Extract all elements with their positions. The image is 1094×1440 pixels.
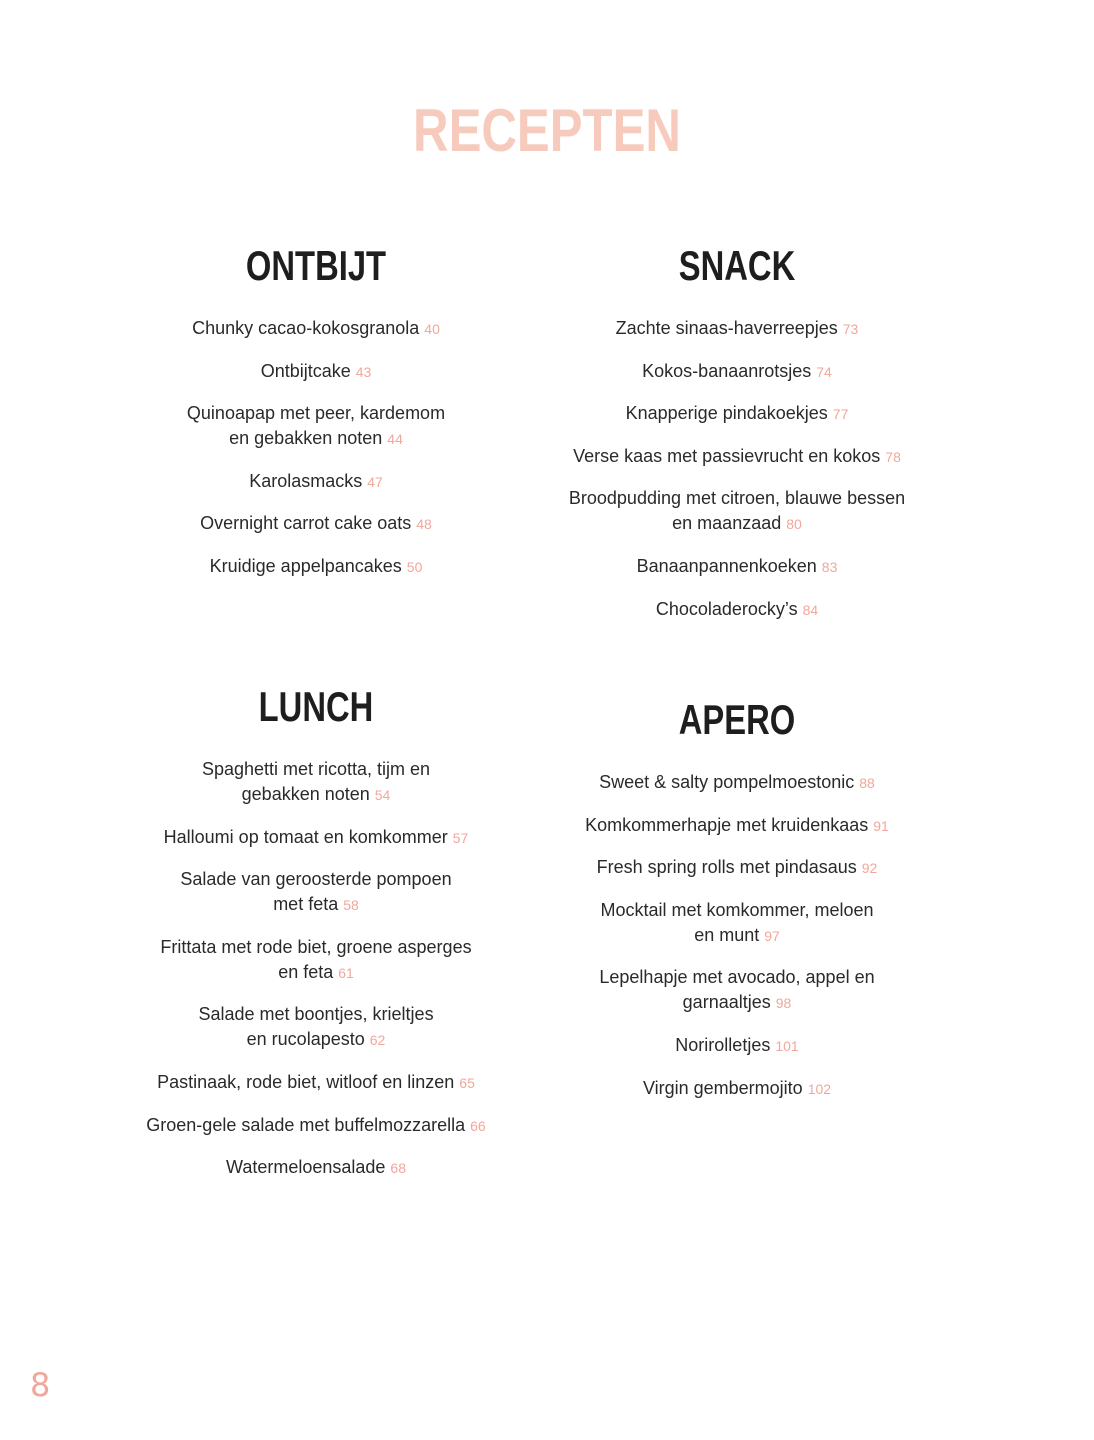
recipe-title: Karolasmacks — [249, 470, 363, 491]
recipe-page-number: 40 — [424, 321, 440, 337]
recipe-entry — [537, 898, 937, 949]
recipe-title-line — [116, 892, 516, 918]
recipe-title-line — [116, 1027, 516, 1053]
recipe-page-number: 68 — [390, 1160, 406, 1177]
recipe-entry — [537, 554, 937, 580]
recipe-title: Broodpudding met citroen, blauwe bessen — [568, 488, 906, 509]
recipe-title-line — [537, 359, 937, 385]
section-snack — [537, 238, 937, 639]
recipe-title-line — [116, 469, 516, 495]
section-ontbijt — [116, 238, 516, 597]
recipe-title: gebakken noten — [241, 784, 370, 804]
recipe-page-number: 83 — [821, 558, 838, 575]
recipe-title-line — [537, 486, 937, 511]
recipe-title-line — [537, 554, 937, 580]
recipe-title: en munt — [694, 924, 760, 945]
recipe-page-number: 91 — [873, 817, 889, 834]
recipe-title-line — [116, 935, 516, 960]
recipe-title: Lepelhapje met avocado, appel en — [599, 967, 875, 988]
recipe-title: Zachte sinaas-haverreepjes — [615, 318, 838, 338]
recipe-entry — [537, 855, 937, 881]
recipe-title-line — [537, 1033, 937, 1059]
recipe-title: Salade van geroosterde pompoen — [180, 869, 452, 890]
recipe-title: Fresh spring rolls met pindasaus — [596, 857, 857, 878]
recipe-list — [116, 757, 516, 1181]
recipe-entry — [116, 1113, 516, 1139]
recipe-title-line — [537, 813, 937, 839]
recipe-entry — [537, 813, 937, 839]
recipe-title: Knapperige pindakoekjes — [625, 403, 828, 424]
recipe-entry — [116, 1002, 516, 1053]
recipe-title: Komkommerhapje met kruidenkaas — [585, 814, 869, 835]
recipe-title-line — [116, 401, 516, 426]
recipe-title-line — [116, 1113, 516, 1139]
recipe-entry — [537, 401, 937, 427]
recipe-entry — [537, 1033, 937, 1059]
recipe-entry — [116, 316, 516, 342]
recipe-title: Norirolletjes — [675, 1034, 771, 1055]
recipe-title-line — [116, 1002, 516, 1027]
recipe-title: en maanzaad — [672, 513, 782, 534]
recipe-title-line — [116, 359, 516, 385]
recipe-page-number: 80 — [786, 516, 802, 533]
recipe-entry — [116, 511, 516, 537]
recipe-page-number: 48 — [416, 516, 432, 533]
recipe-page-number: 92 — [861, 860, 878, 877]
recipe-page-number: 102 — [807, 1080, 832, 1097]
recipe-title: Banaanpannenkoeken — [636, 555, 817, 576]
recipe-page-number: 84 — [802, 601, 819, 618]
section-heading: APERO — [678, 696, 796, 743]
recipe-entry — [116, 469, 516, 495]
recipe-title-line — [537, 316, 937, 342]
recipe-title: met feta — [273, 894, 339, 915]
section-heading: SNACK — [678, 242, 796, 289]
recipe-title-line — [537, 511, 937, 537]
section-apero — [537, 692, 937, 1118]
recipe-page-number: 98 — [775, 995, 792, 1012]
recipe-page-number: 58 — [343, 897, 359, 914]
recipe-entry — [116, 1070, 516, 1096]
page-number: 8 — [30, 1366, 51, 1404]
recipe-page-number: 74 — [816, 363, 832, 380]
recipe-page-number: 47 — [367, 473, 383, 490]
recipe-title-line — [537, 898, 937, 923]
recipe-page-number: 73 — [842, 321, 859, 337]
recipe-title-line — [537, 1076, 937, 1102]
recipe-title-line — [116, 960, 516, 986]
recipe-page-number: 50 — [406, 558, 423, 575]
recipe-title-line — [537, 855, 937, 881]
recipe-title: Halloumi op tomaat en komkommer — [163, 826, 448, 847]
recipe-title: Frittata met rode biet, groene asperges — [160, 936, 472, 957]
recipe-title: Kokos-banaanrotsjes — [642, 360, 812, 381]
recipe-title: Quinoapap met peer, kardemom — [186, 403, 446, 424]
recipe-title-line — [116, 426, 516, 452]
recipe-title-line — [537, 770, 937, 796]
recipe-entry — [537, 965, 937, 1016]
recipe-entry — [116, 935, 516, 986]
recipe-page-number: 54 — [374, 787, 391, 803]
recipe-page-number: 101 — [775, 1037, 799, 1054]
recipe-title: Virgin gembermojito — [642, 1077, 803, 1098]
recipe-title-line — [116, 1070, 516, 1096]
recipe-title-line — [116, 757, 516, 782]
recipe-title: Mocktail met komkommer, meloen — [600, 899, 874, 920]
recipe-page-number: 61 — [338, 964, 354, 981]
recipe-list — [537, 316, 937, 623]
recipe-title: garnaaltjes — [682, 992, 771, 1013]
recipe-entry — [116, 554, 516, 580]
recipe-page-number: 65 — [459, 1074, 475, 1091]
page-title: RECEPTEN — [413, 97, 681, 164]
section-heading: ONTBIJT — [245, 242, 387, 289]
recipe-title-line — [116, 825, 516, 851]
recipe-title: Sweet & salty pompelmoestonic — [599, 772, 855, 792]
recipe-title-line — [116, 554, 516, 580]
recipe-entry — [537, 444, 937, 470]
recipe-page-number: 78 — [885, 448, 901, 465]
recipe-entry — [116, 359, 516, 385]
recipe-entry — [116, 757, 516, 808]
recipe-title-line — [537, 444, 937, 470]
recipe-title: Kruidige appelpancakes — [209, 555, 402, 576]
recipe-title: Overnight carrot cake oats — [200, 513, 412, 534]
recipe-list — [116, 316, 516, 580]
recipe-entry — [116, 1155, 516, 1181]
recipe-title-line — [537, 990, 937, 1016]
recipe-entry — [537, 486, 937, 537]
recipe-title-line — [116, 867, 516, 892]
recipe-title: Spaghetti met ricotta, tijm en — [201, 759, 431, 779]
recipe-title-line — [537, 965, 937, 990]
recipe-page-number: 62 — [369, 1032, 386, 1049]
recipe-title: Groen-gele salade met buffelmozzarella — [146, 1114, 466, 1135]
recipe-title: en gebakken noten — [229, 428, 383, 449]
recipe-title-line — [537, 923, 937, 949]
recipe-title: Verse kaas met passievrucht en kokos — [573, 445, 881, 466]
recipe-page-number: 43 — [355, 363, 372, 380]
recipe-title: Chunky cacao-kokosgranola — [192, 318, 420, 338]
recipe-page-number: 88 — [859, 775, 875, 791]
recipe-title-line — [116, 782, 516, 808]
recipe-title-line — [116, 316, 516, 342]
recipe-title: Salade met boontjes, krieltjes — [198, 1004, 434, 1025]
recipe-entry — [116, 867, 516, 918]
recipe-title: Watermeloensalade — [226, 1157, 386, 1178]
recipe-list — [537, 770, 937, 1102]
recipe-title: en feta — [278, 961, 334, 982]
recipe-title: Chocoladerocky’s — [655, 598, 798, 619]
section-lunch — [116, 679, 516, 1198]
recipe-title-line — [116, 511, 516, 537]
recipe-page-number: 97 — [764, 927, 780, 944]
recipe-title-line — [116, 1155, 516, 1181]
recipe-title: en rucolapesto — [246, 1029, 365, 1050]
recipe-entry — [537, 770, 937, 796]
recipe-page-number: 44 — [387, 431, 403, 448]
recipe-page-number: 77 — [832, 406, 849, 423]
recipe-entry — [116, 825, 516, 851]
recipe-page-number: 57 — [452, 829, 469, 846]
recipe-entry — [537, 597, 937, 623]
recipe-entry — [537, 316, 937, 342]
section-heading: LUNCH — [258, 683, 374, 730]
recipe-entry — [116, 401, 516, 452]
recipe-title: Pastinaak, rode biet, witloof en linzen — [157, 1071, 455, 1092]
recipe-page-number: 66 — [470, 1117, 486, 1134]
recipe-title-line — [537, 401, 937, 427]
recipe-title-line — [537, 597, 937, 623]
recipe-title: Ontbijtcake — [260, 360, 351, 381]
recipe-entry — [537, 1076, 937, 1102]
recipe-entry — [537, 359, 937, 385]
